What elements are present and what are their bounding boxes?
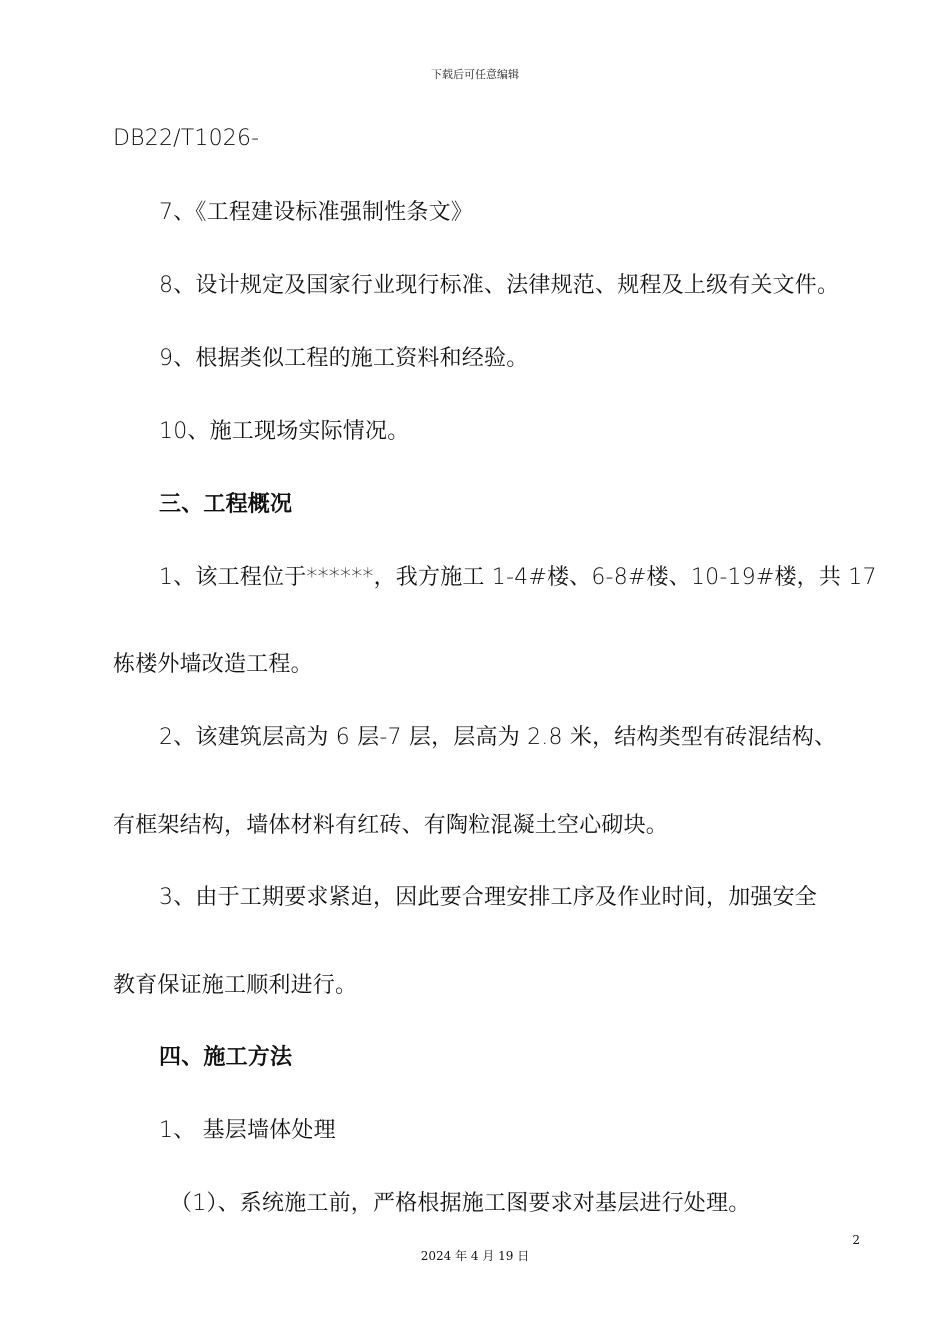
page-number: 2 — [852, 1233, 860, 1247]
text-line: 1、该工程位于******，我方施工 1-4#楼、6-8#楼、10-19#楼，共 17 — [159, 565, 877, 590]
text-line: （1）、系统施工前，严格根据施工图要求对基层进行处理。 — [170, 1191, 751, 1216]
text-line: DB22/T1026- — [113, 126, 260, 151]
text-line: 8、设计规定及国家行业现行标准、法律规范、规程及上级有关文件。 — [159, 273, 840, 298]
text-line: 有框架结构，墙体材料有红砖、有陶粒混凝土空心砌块。 — [113, 813, 669, 838]
text-line: 教育保证施工顺利进行。 — [113, 973, 358, 998]
text-line: 3、由于工期要求紧迫，因此要合理安排工序及作业时间，加强安全 — [159, 885, 817, 910]
text-line: 1、 基层墙体处理 — [159, 1118, 336, 1143]
page-header: 下载后可任意编辑 — [431, 68, 519, 81]
text-line: 栋楼外墙改造工程。 — [113, 652, 313, 677]
text-line: 10、施工现场实际情况。 — [159, 419, 410, 444]
text-line: 7、《工程建设标准强制性条文》 — [159, 200, 473, 225]
text-line: 9、根据类似工程的施工资料和经验。 — [159, 346, 529, 371]
text-line: 2、该建筑层高为 6 层-7 层，层高为 2.8 米，结构类型有砖混结构、 — [159, 725, 837, 750]
section-heading: 四、施工方法 — [159, 1045, 293, 1070]
footer-date: 2024 年 4 月 19 日 — [420, 1249, 530, 1263]
section-heading: 三、工程概况 — [159, 492, 293, 517]
